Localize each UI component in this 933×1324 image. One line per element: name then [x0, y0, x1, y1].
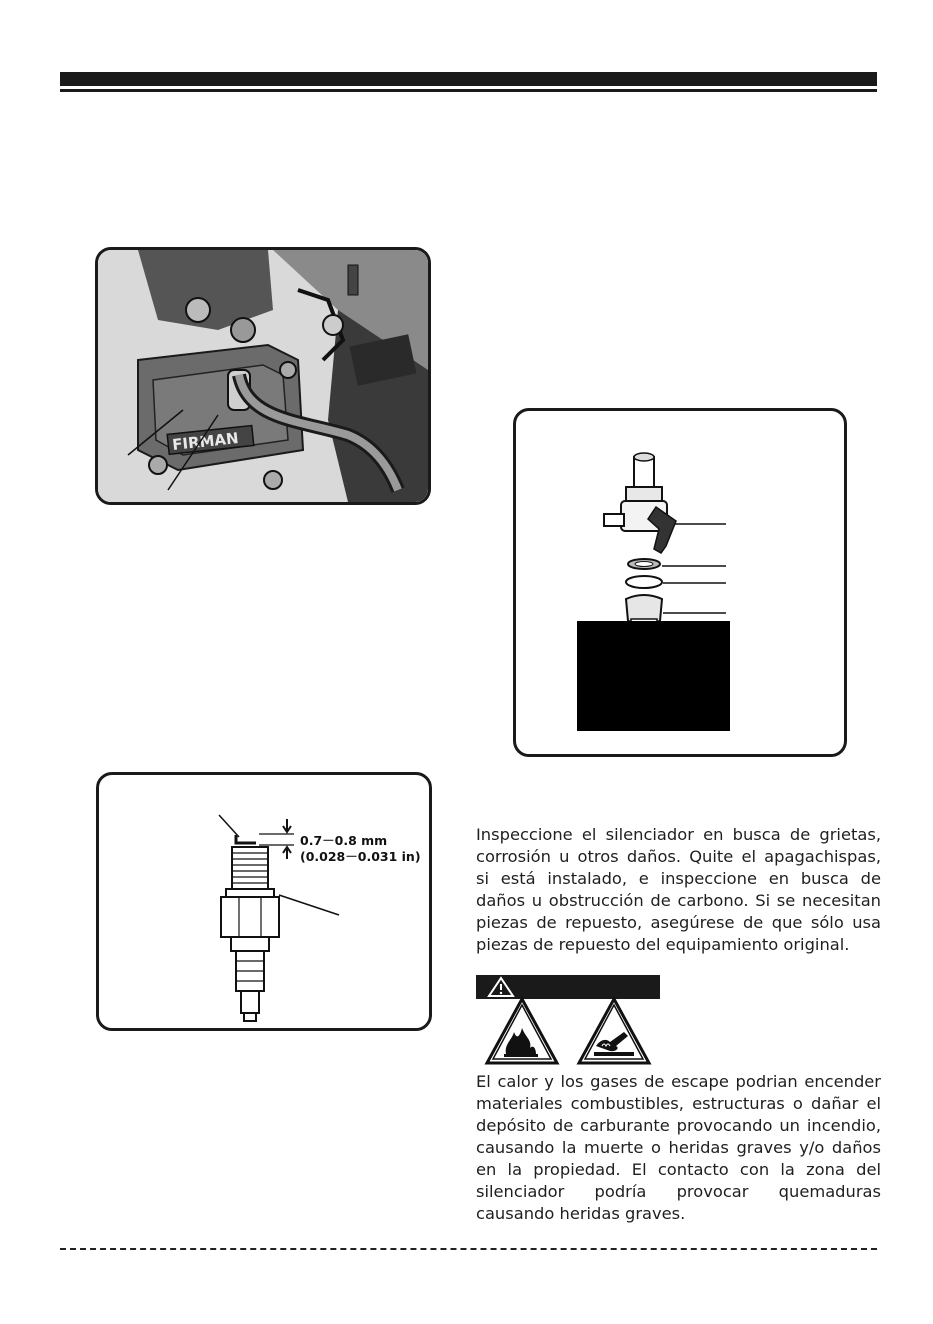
spark-plug-figure — [96, 772, 432, 1031]
fire-hazard-icon — [484, 996, 560, 1066]
muffler-inspection-text: Inspeccione el silenciador en busca de grietas, corrosión u otros daños. Quite el apagachispas, si está instalado, e inspeccione en busca de daños u obstrucción de carbono. Si se necesitan piezas de repuesto, asegúrese de que sólo usa piezas de repuesto del equipamiento original. — [476, 825, 881, 954]
warning-triangle-icon — [487, 976, 515, 998]
firman-logo-text: FIRMAN — [171, 429, 240, 454]
header-rule-thin — [60, 89, 877, 92]
engine-photo-figure — [95, 247, 431, 505]
warning-text: El calor y los gases de escape podrian encender materiales combustibles, estructuras o dañar el depósito de carburante provocando un incendio, causando la muerte o heridas graves y/o daños en la propiedad. El contacto con la zona del silenciador podría provocar quemaduras causando heridas graves. — [476, 1072, 881, 1223]
header-rule-thick — [60, 72, 877, 86]
spark-plug-illustration — [99, 775, 429, 1028]
hot-surface-burn-icon — [576, 996, 652, 1066]
redacted-label-block — [577, 621, 730, 731]
engine-illustration — [98, 250, 428, 502]
gap-measure-mm: 0.7－0.8 mm — [300, 833, 388, 848]
footer-dashed-rule — [60, 1248, 877, 1250]
gap-measure-in: (0.028－0.031 in) — [300, 849, 421, 864]
